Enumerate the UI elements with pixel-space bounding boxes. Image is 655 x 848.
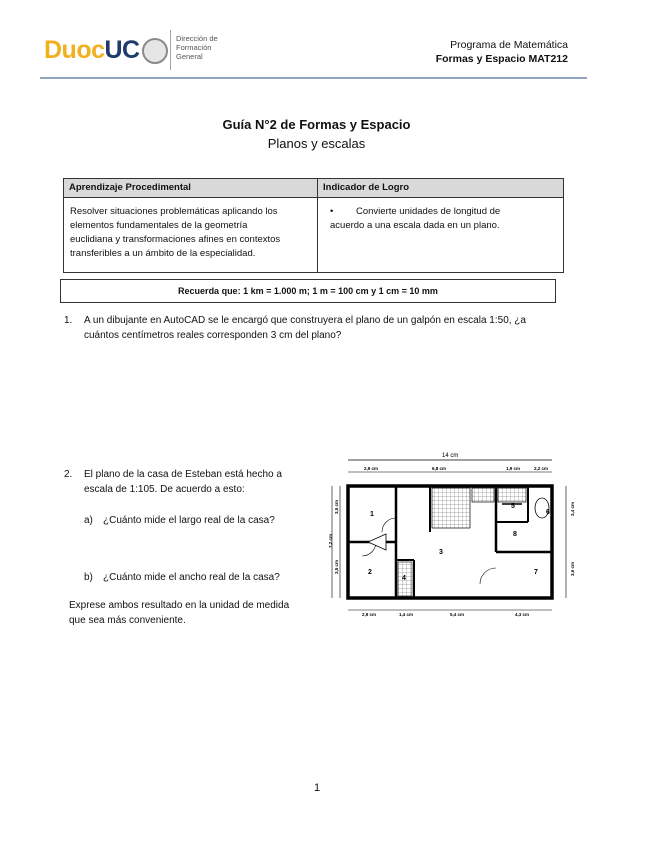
course-name: Formas y Espacio MAT212 — [435, 53, 568, 65]
q2-note: Exprese ambos resultado en la unidad de medida que sea más conveniente. — [69, 600, 290, 626]
col-header-aprendizaje: Aprendizaje Procedimental — [64, 179, 318, 198]
room-4: 4 — [402, 575, 406, 582]
q2b-label: b) — [84, 572, 93, 583]
q1-number: 1. — [64, 315, 73, 326]
header-course-info — [436, 38, 568, 66]
q2b-text: ¿Cuánto mide el ancho real de la casa? — [103, 572, 280, 583]
logo-divider — [170, 30, 171, 70]
room-2: 2 — [368, 569, 372, 576]
dim-right-1: 3,4 cm — [570, 501, 575, 516]
dim-right-2: 3,6 cm — [570, 561, 575, 576]
aprendizaje-cell: Resolver situaciones problemáticas aplicando los elementos fundamentales de la geometría euclidiana y transformaciones afines en contextos transferibles a un ámbito de la especialidad. — [64, 198, 318, 273]
dim-top-3: 1,9 cm — [506, 466, 521, 471]
dim-total: 14 cm — [442, 453, 459, 459]
dim-bottom-1: 2,9 cm — [362, 612, 377, 617]
q2-number: 2. — [64, 469, 73, 480]
room-8: 8 — [513, 531, 517, 538]
dim-top-1: 2,9 cm — [364, 466, 379, 471]
room-3: 3 — [439, 549, 443, 556]
room-6: 6 — [546, 509, 550, 516]
q2a-label: a) — [84, 515, 93, 526]
page-subtitle: Planos y escalas — [267, 136, 366, 151]
dim-bottom-2: 1,4 cm — [399, 612, 414, 617]
recuerda-box: Recuerda que: 1 km = 1.000 m; 1 m = 100 cm y 1 cm = 10 mm — [60, 279, 556, 303]
seal-icon — [142, 38, 168, 64]
dim-left-2: 3,5 cm — [334, 559, 339, 574]
bullet: • — [330, 206, 334, 217]
page-title: Guía N°2 de Formas y Espacio — [222, 117, 411, 132]
dim-bottom-4: 4,3 cm — [515, 612, 530, 617]
logo-subtitle: Dirección de Formación General — [176, 34, 218, 61]
dim-bottom-3: 5,4 cm — [450, 612, 465, 617]
col-header-indicador: Indicador de Logro — [318, 179, 564, 198]
q1-text: A un dibujante en AutoCAD se le encargó que construyera el plano de un galpón en escala 1:50, ¿a cuántos centímetros reales corresponden 3 cm del plano? — [84, 315, 526, 341]
program-name: Programa de Matemática — [450, 39, 568, 51]
q2-text: El plano de la casa de Esteban está hecho a escala de 1:105. De acuerdo a esto: — [84, 469, 282, 495]
dim-top-4: 2,2 cm — [534, 466, 549, 471]
room-7: 7 — [534, 569, 538, 576]
room-1: 1 — [370, 511, 374, 518]
page-number: 1 — [314, 782, 321, 794]
header-rule — [40, 77, 587, 79]
q2a-text: ¿Cuánto mide el largo real de la casa? — [103, 515, 275, 526]
dim-left-total: 7,2 cm — [328, 533, 333, 548]
logo-wordmark: DuocUC — [44, 36, 140, 64]
indicador-cell: • Convierte unidades de longitud de acuerdo a una escala dada en un plano. — [318, 198, 564, 273]
learning-table — [63, 178, 564, 273]
dim-top-2: 6,8 cm — [432, 466, 447, 471]
floor-plan — [322, 448, 584, 623]
dim-left-1: 3,5 cm — [334, 499, 339, 514]
room-5: 5 — [511, 503, 515, 510]
